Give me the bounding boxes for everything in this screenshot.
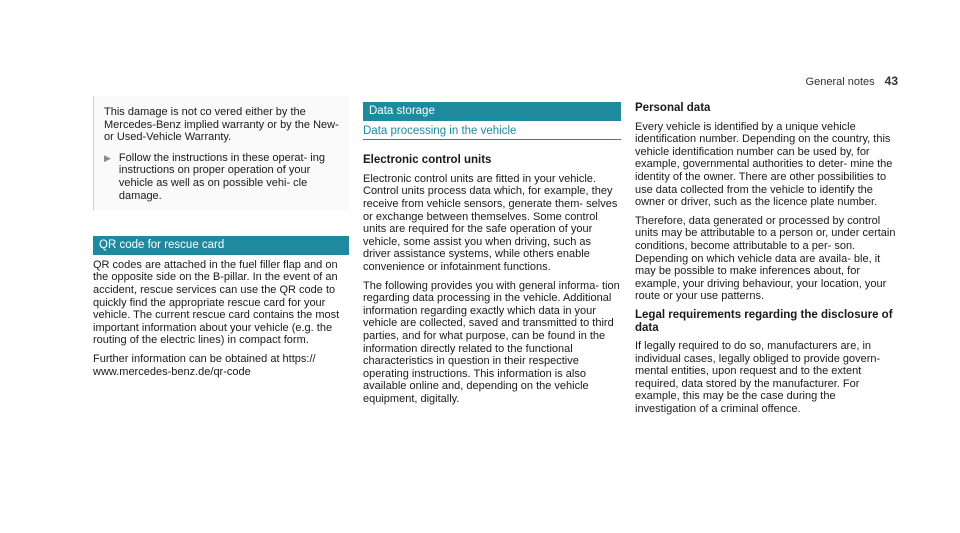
column-2 (363, 102, 621, 411)
attribution-paragraph: Therefore, data generated or processed by control units may be attributable to a person or, under certain conditions, become attributable to a per- son. Depending on which vehicle data are availa- ble, it may be possible to make inferences about, for example, your driving behaviour, your location, your route or your use patterns. (635, 214, 896, 303)
triangle-right-icon: ▶ (104, 152, 111, 163)
column-3 (635, 102, 897, 422)
note-text: This damage is not co vered either by the Mercedes-Benz implied warranty or by the New- or Used-Vehicle Warranty. (104, 106, 339, 144)
personal-data-paragraph: Every vehicle is identified by a unique vehicle identification number. Depending on the country, this vehicle identification number can be used by, for example, governmental authorities to deter- mine the identity of the owner. There are other possibilities to use data collected from the vehicle to identify the owner or driver, such as the licence plate number. (635, 120, 893, 209)
legal-requirements-heading: Legal requirements regarding the disclosure of data (635, 308, 893, 334)
legal-requirements-paragraph: If legally required to do so, manufacturers are, in individual cases, legally obliged to provide govern- mental entities, upon request and to the extent required, data stored by the manufacturer. For example, this may be the case during the investigation of a criminal offence. (635, 340, 881, 416)
control-units-heading: Electronic control units (363, 154, 492, 167)
warning-note-box (93, 96, 349, 210)
note-bullet-text: Follow the instructions in these operat- ing instructions on proper operation of your vehicle as well as on possible vehi- cle damage. (118, 151, 325, 202)
data-processing-subheading: Data processing in the vehicle (363, 125, 621, 141)
personal-data-heading: Personal data (635, 102, 711, 114)
note-bullet (104, 152, 341, 202)
qr-code-paragraph: QR codes are attached in the fuel filler flap and on the opposite side on the B-pillar. In the event of an accident, rescue services can use the QR code to quickly find the appropriate rescue card for your vehicle. The current rescue card contains the most important information about your vehicle (e.g. the routing of the electric lines) in compact form. (93, 258, 340, 347)
page-header (806, 74, 898, 88)
section-title: General notes (805, 76, 875, 88)
qr-code-heading: QR code for rescue card (93, 236, 349, 255)
general-info-paragraph: The following provides you with general informa- tion regarding data processing in the vehicle. Additional information regarding exactly which data in your vehicle are collected, saved and transmitted to third parties, and for what purpose, can be found in the information directly related to the functional characteristics in question in their respective operating instructions. This information is also available online and, depending on the vehicle equipment, digitally. (363, 279, 620, 405)
data-storage-heading: Data storage (363, 102, 621, 121)
control-units-paragraph: Electronic control units are fitted in your vehicle. Control units process data which, for example, they receive from vehicle sensors, generate them- selves or exchange between themselves. Some control units are required for the safe operation of your vehicle, some assist you when driving, such as driver assistance systems, while others enable convenience or infotainment functions. (363, 172, 618, 273)
qr-code-link-paragraph: Further information can be obtained at https:// www.mercedes-benz.de/qr-code (93, 352, 316, 378)
column-1 (93, 96, 349, 384)
page-number: 43 (884, 74, 898, 88)
